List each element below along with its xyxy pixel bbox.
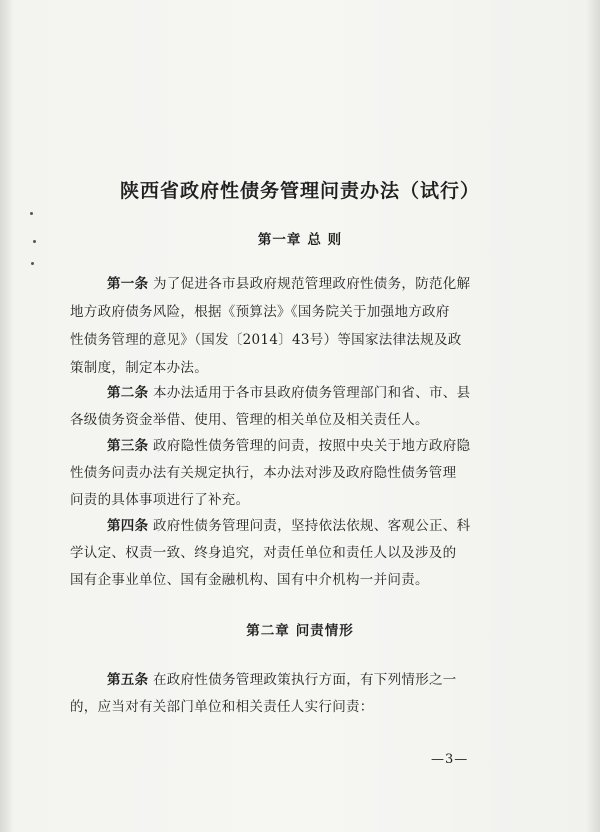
article-text-line: 问责的具体事项进行了补充。 bbox=[70, 492, 250, 508]
article-text-line: 本办法适用于各市县政府债务管理部门和省、市、县 bbox=[153, 385, 471, 401]
chapter-title: 问责情形 bbox=[295, 623, 354, 639]
scan-mark bbox=[31, 262, 34, 265]
article-text-line: 策制度，制定本办法。 bbox=[70, 360, 208, 376]
article-label: 第一条 bbox=[107, 276, 149, 292]
page-number: —3— bbox=[431, 752, 469, 767]
chapter-number: 第一章 bbox=[257, 232, 302, 248]
scan-mark bbox=[30, 212, 33, 215]
chapter-number: 第二章 bbox=[246, 623, 290, 639]
article-text-line: 性债务管理的意见》（国发〔2014〕43号）等国家法律法规及政 bbox=[70, 332, 462, 348]
chapter-heading bbox=[0, 619, 600, 639]
article-text-line: 的，应当对有关部门单位和相关责任人实行问责： bbox=[70, 699, 374, 715]
article-label: 第五条 bbox=[107, 672, 149, 688]
article-text-line: 为了促进各市县政府规范管理政府性债务，防范化解 bbox=[153, 276, 471, 292]
chapter-title: 总 则 bbox=[307, 232, 343, 248]
article-text-line: 国有企事业单位、国有金融机构、国有中介机构一并问责。 bbox=[70, 572, 429, 588]
document-title: 陕西省政府性债务管理问责办法（试行） bbox=[119, 180, 480, 202]
chapter-heading bbox=[0, 228, 600, 248]
article-text-line: 政府性债务管理问责，坚持依法依规、客观公正、科 bbox=[153, 518, 471, 534]
article-text-line: 学认定、权责一致、终身追究，对责任单位和责任人以及涉及的 bbox=[70, 545, 457, 561]
article-label: 第二条 bbox=[107, 385, 149, 401]
article-text-line: 各级债务资金举借、使用、管理的相关单位及相关责任人。 bbox=[70, 412, 429, 428]
article-text-line: 性债务问责办法有关规定执行，本办法对涉及政府隐性债务管理 bbox=[70, 465, 457, 481]
article-text-line: 政府隐性债务管理的问责，按照中央关于地方政府隐 bbox=[153, 438, 471, 454]
article-label: 第三条 bbox=[107, 438, 149, 454]
article-label: 第四条 bbox=[107, 518, 149, 534]
article-text-line: 地方政府债务风险，根据《预算法》《国务院关于加强地方政府 bbox=[70, 304, 450, 320]
article-text-line: 在政府性债务管理政策执行方面，有下列情形之一 bbox=[153, 672, 457, 688]
